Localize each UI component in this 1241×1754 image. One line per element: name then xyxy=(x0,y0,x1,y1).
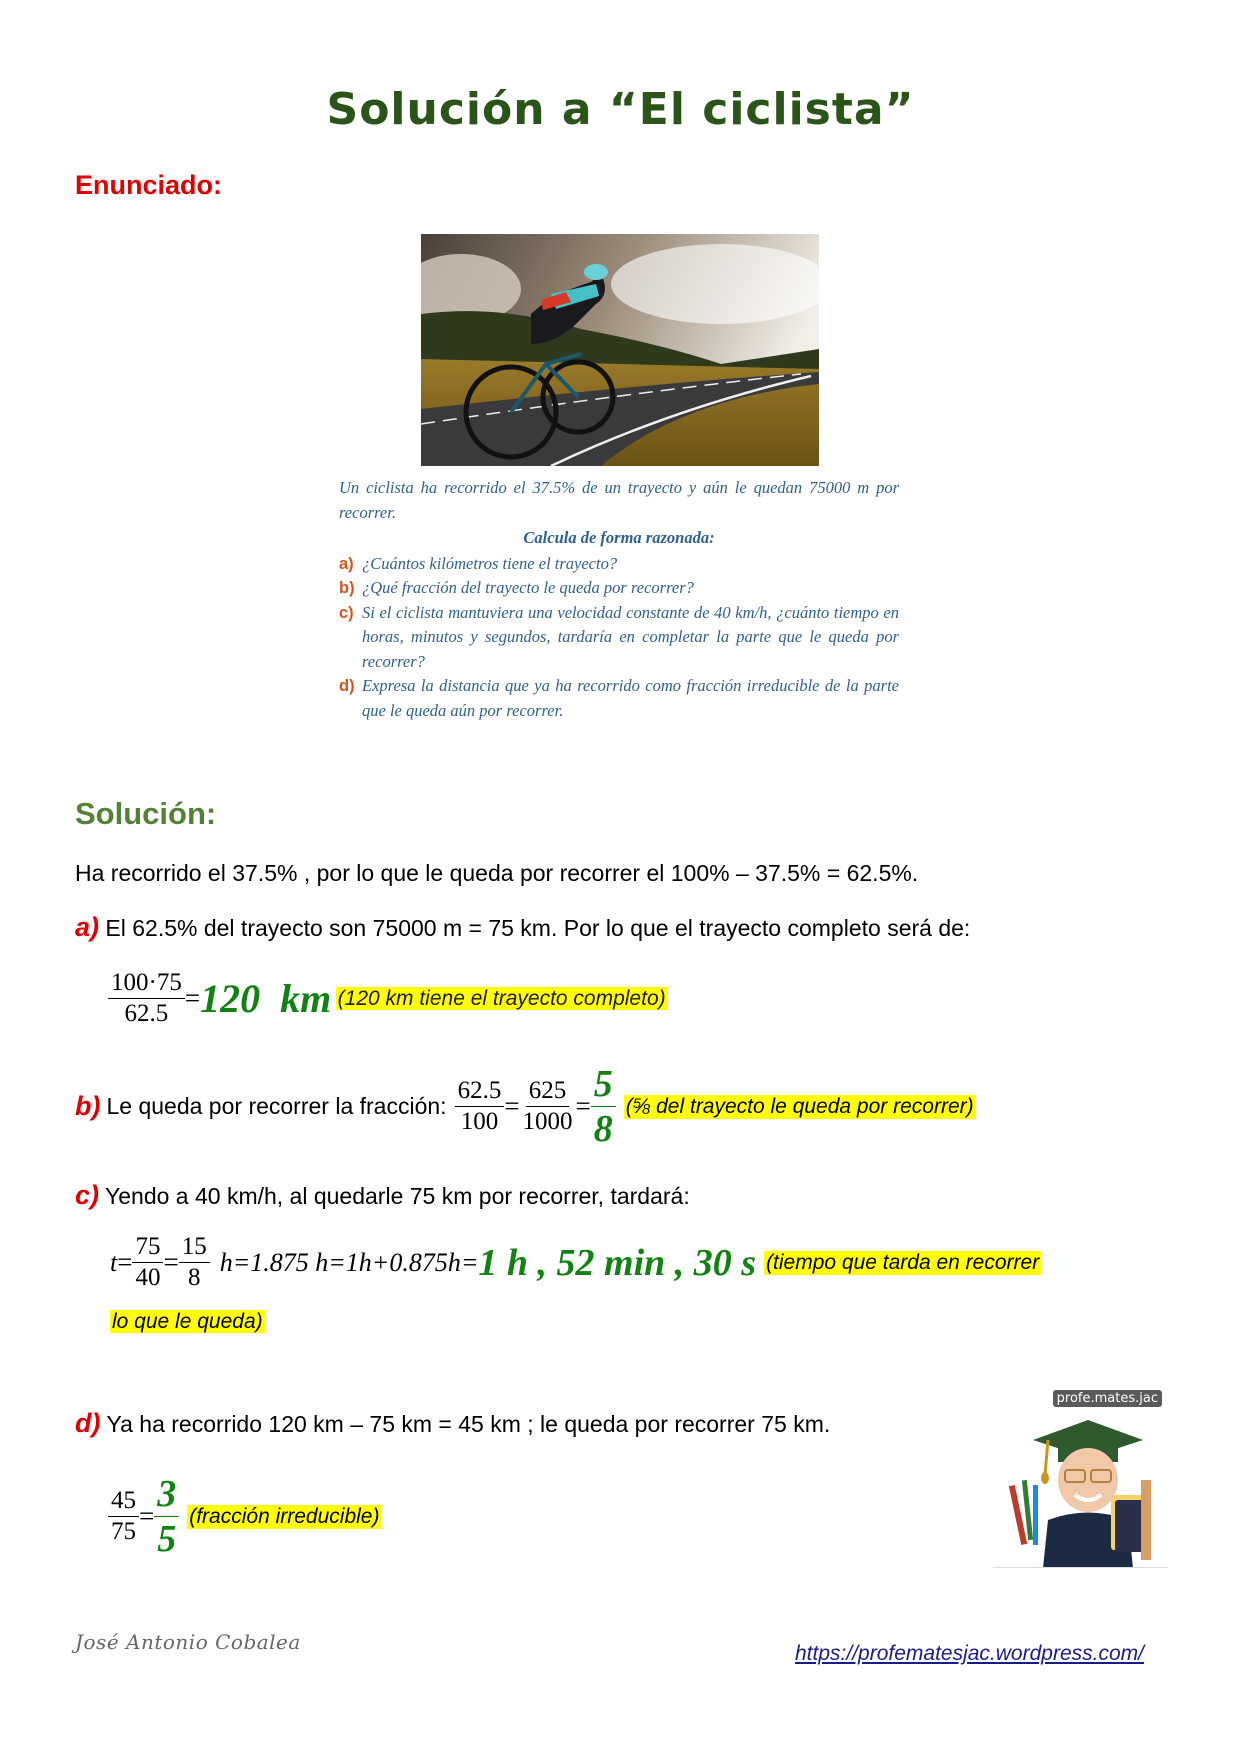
divider xyxy=(993,1567,1168,1568)
intro-line: Ha recorrido el 37.5% , por lo que le queda por recorrer el 100% – 37.5% = 62.5%. xyxy=(75,860,919,886)
fraction-denominator: 8 xyxy=(187,1264,201,1291)
part-a-statement xyxy=(75,912,970,943)
part-a-text: El 62.5% del trayecto son 75000 m = 75 km. Por lo que el trayecto completo será de: xyxy=(105,915,971,941)
problem-intro: Un ciclista ha recorrido el 37.5% de un trayecto y aún le quedan 75000 m por recorrer. xyxy=(339,478,899,522)
equals-sign: = xyxy=(163,1247,179,1277)
avatar-illustration xyxy=(993,1390,1168,1568)
problem-question xyxy=(339,576,899,601)
part-d-fraction xyxy=(108,1486,139,1547)
page-title: Solución a “El ciclista” xyxy=(326,84,915,135)
part-c-calculation: h=1.875 h=1h+0.875h= xyxy=(219,1247,479,1277)
question-text: Expresa la distancia que ya ha recorrido como fracción irreducible de la parte que le queda aún por recorrer. xyxy=(362,676,899,720)
fraction-numerator: 5 xyxy=(591,1062,616,1107)
problem-question xyxy=(339,601,899,675)
fraction-denominator: 75 xyxy=(111,1518,136,1545)
enunciado-heading: Enunciado: xyxy=(75,170,222,200)
question-label: d) xyxy=(339,677,355,695)
equals-sign: = xyxy=(184,983,201,1013)
problem-question xyxy=(339,552,899,577)
fraction-numerator: 15 xyxy=(179,1232,210,1263)
fraction-numerator: 62.5 xyxy=(455,1076,505,1107)
part-a-note: (120 km tiene el trayecto completo) xyxy=(337,986,666,1010)
part-d-statement xyxy=(75,1408,830,1439)
fraction-numerator: 75 xyxy=(132,1232,163,1263)
part-c-fraction-1 xyxy=(132,1232,163,1293)
question-text: Si el ciclista mantuviera una velocidad constante de 40 km/h, ¿cuánto tiempo en horas, minutos y segundos, tardaría en completar la parte que le queda por recorrer? xyxy=(362,602,899,671)
fraction-denominator: 5 xyxy=(157,1518,177,1560)
cyclist-photo xyxy=(421,234,819,466)
part-b-note: (⅝ del trayecto le queda por recorrer) xyxy=(625,1094,974,1118)
time-variable: t xyxy=(110,1247,118,1277)
teacher-avatar xyxy=(993,1390,1168,1568)
fraction-denominator: 62.5 xyxy=(124,1000,169,1027)
problem-question xyxy=(339,674,899,723)
part-d-result-fraction xyxy=(154,1472,179,1561)
problem-calc-heading: Calcula de forma razonada: xyxy=(523,528,715,547)
equals-sign: = xyxy=(575,1091,591,1121)
part-b-text: Le queda por recorrer la fracción: xyxy=(106,1093,447,1119)
avatar-tag: profe.mates.jac xyxy=(1053,1390,1162,1407)
part-c-note-line1: (tiempo que tarda en recorrer xyxy=(766,1250,1040,1274)
author-signature: José Antonio Cobalea xyxy=(75,1630,301,1654)
part-c-note-cont xyxy=(110,1310,265,1334)
part-c-equation xyxy=(110,1232,1041,1293)
part-a-equation xyxy=(108,968,668,1029)
part-d-text: Ya ha recorrido 120 km – 75 km = 45 km ; le queda por recorrer 75 km. xyxy=(106,1411,831,1437)
part-a-fraction xyxy=(108,968,185,1029)
blog-link[interactable]: https://profematesjac.wordpress.com/ xyxy=(795,1642,1144,1665)
fraction-numerator: 3 xyxy=(154,1472,179,1517)
part-b-fraction-1 xyxy=(455,1076,505,1137)
part-b-result-fraction xyxy=(591,1062,616,1151)
equals-sign: = xyxy=(117,1247,133,1277)
fraction-denominator: 40 xyxy=(135,1264,161,1291)
fraction-numerator: 100·75 xyxy=(108,968,185,999)
problem-statement xyxy=(339,476,899,723)
part-a-result: 120 km xyxy=(200,976,332,1021)
equals-sign: = xyxy=(139,1501,155,1531)
part-d-equation xyxy=(108,1472,381,1561)
part-c-fraction-2 xyxy=(179,1232,210,1293)
question-label: a) xyxy=(339,554,354,573)
part-c-label: c) xyxy=(75,1180,100,1210)
part-b-statement xyxy=(75,1062,976,1151)
question-label: c) xyxy=(339,603,354,622)
fraction-denominator: 100 xyxy=(460,1108,499,1135)
part-c-note-line2: lo que le queda) xyxy=(112,1310,263,1333)
equals-sign: = xyxy=(504,1091,520,1121)
part-b-label: b) xyxy=(75,1091,101,1121)
fraction-denominator: 1000 xyxy=(522,1108,573,1135)
part-a-label: a) xyxy=(75,912,100,942)
part-d-note: (fracción irreducible) xyxy=(189,1504,380,1528)
part-c-result: 1 h , 52 min , 30 s xyxy=(478,1241,757,1284)
question-text: ¿Qué fracción del trayecto le queda por recorrer? xyxy=(362,578,694,597)
fraction-numerator: 625 xyxy=(526,1076,570,1107)
part-c-statement xyxy=(75,1180,690,1211)
part-d-label: d) xyxy=(75,1408,101,1438)
fraction-numerator: 45 xyxy=(108,1486,139,1517)
question-label: b) xyxy=(339,579,355,597)
solucion-heading: Solución: xyxy=(75,796,217,831)
part-b-fraction-2 xyxy=(520,1076,576,1137)
part-c-text: Yendo a 40 km/h, al quedarle 75 km por recorrer, tardará: xyxy=(105,1183,690,1209)
fraction-denominator: 8 xyxy=(593,1108,613,1150)
question-text: ¿Cuántos kilómetros tiene el trayecto? xyxy=(362,553,618,573)
